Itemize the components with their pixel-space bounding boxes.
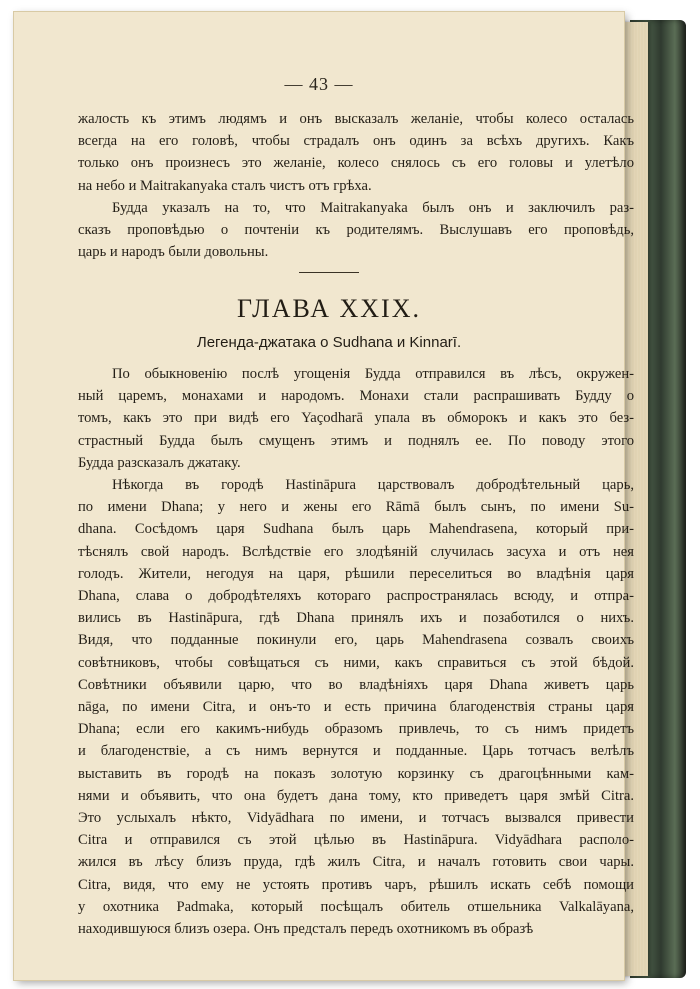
text-line: Совѣтники объявили царю, что во владѣніяхъ царя Dhana живетъ царь [78, 676, 634, 693]
text-line: Dhana; если его какимъ-нибудь образомъ привлечь, то съ нимъ придетъ [78, 721, 634, 738]
text-line: Citra, видя, что ему не устоять противъ чаръ, рѣшилъ искать себѣ помощи [78, 876, 634, 893]
text-line: томъ, какъ это при видѣ его Yaçodharā упала въ обморокъ и какъ это без- [78, 410, 634, 427]
text-line: Citra и отправился съ этой цѣлью въ Hastināpura. Vidyādhara располо- [78, 832, 634, 849]
text-line: голодъ. Жители, негодуя на царя, рѣшили переселиться во владѣнія царя [78, 565, 634, 582]
text-line: у охотника Padmaka, который посѣщалъ обитель отшельника Valkalāyana, [78, 898, 634, 915]
chapter-subtitle: Легенда-джатака о Sudhana и Kinnarī. [196, 334, 462, 351]
text-line: Будда указалъ на то, что Maitrakanyaka былъ онъ и заключилъ раз- [112, 199, 634, 216]
text-line: царь и народъ были довольны. [78, 244, 269, 261]
top-text-block [78, 108, 634, 263]
text-line: вились въ Hastināpura, гдѣ Dhana принялъ ихъ и позаботился о нихъ. [78, 610, 634, 627]
text-line: Dhana, слава о добродѣтеляхъ котораго распространялась всюду, и отпра- [78, 588, 634, 605]
text-line: сказъ проповѣдью о почтеніи къ родителямъ. Выслушавъ его проповѣдь, [78, 222, 634, 239]
text-line: Будда разсказалъ джатаку. [78, 454, 241, 471]
text-line: dhana. Сосѣдомъ царя Sudhana былъ царь Mahendrasena, который при- [78, 521, 634, 538]
text-line: страстный Будда былъ смущенъ этимъ и поднялъ ее. По поводу этого [78, 432, 634, 449]
paragraph [78, 363, 634, 474]
text-line: выставить въ городѣ на показъ золотую корзинку съ драгоцѣнными кам- [78, 765, 634, 782]
text-line: жалость къ этимъ людямъ и онъ высказалъ желаніе, чтобы колесо осталась [78, 111, 634, 127]
page-number: — 43 — [284, 74, 354, 94]
text-line: жился въ лѣсу близъ пруда, гдѣ жилъ Citra, и началъ готовить свои чары. [78, 854, 634, 871]
text-line: находившуюся близъ озера. Онъ предсталъ передъ охотникомъ въ образѣ [78, 921, 534, 938]
text-line: только онъ произнесъ это желаніе, колесо снялось съ его головы и улетѣло [78, 155, 634, 172]
text-line: на небо и Maitrakanyaka сталъ чистъ отъ грѣха. [78, 177, 372, 194]
paragraph [78, 108, 634, 197]
text-line: Видя, что подданные покинули его, царь Mahendrasena созвалъ своихъ [78, 632, 634, 649]
chapter-body-text [78, 363, 634, 940]
text-line: ный царемъ, монахами и народомъ. Монахи стали распрашивать Будду о [78, 388, 634, 405]
text-line: Это услыхалъ нѣкто, Vidyādhara по имени, и тотчасъ вызвался привести [78, 810, 634, 827]
book-page [14, 12, 634, 980]
text-line: тѣснялъ свой народъ. Вслѣдствіе его злодѣяній случилась засуха и отъ нея [78, 543, 634, 560]
text-line: нями и объявить, что она будетъ дана тому, кто приведетъ царя змѣй Citra. [78, 787, 634, 804]
paragraph [78, 474, 634, 940]
chapter-title: ГЛАВА XXIX. [237, 294, 421, 323]
text-line: nāga, по имени Citra, и онъ-то и есть причина благоденствія страны царя [78, 699, 634, 716]
text-line: По обыкновенію послѣ угощенія Будда отправился въ лѣсъ, окружен- [112, 366, 634, 382]
section-divider [299, 272, 359, 273]
paragraph [78, 197, 634, 264]
text-line: и благоденствіе, а съ нимъ вернутся и подданные. Царь тотчасъ велѣлъ [78, 743, 634, 760]
text-line: всегда на его головѣ, чтобы страдалъ онъ одинъ за всѣхъ другихъ. Какъ [78, 133, 634, 150]
text-line: по имени Dhana; у него и жены его Rāmā былъ сынъ, по имени Su- [78, 499, 634, 516]
text-line: Нѣкогда въ городѣ Hastināpura царствовалъ добродѣтельный царь, [112, 477, 634, 494]
text-line: совѣтниковъ, чтобы совѣщаться съ ними, какъ справиться съ этой бѣдой. [78, 654, 634, 671]
